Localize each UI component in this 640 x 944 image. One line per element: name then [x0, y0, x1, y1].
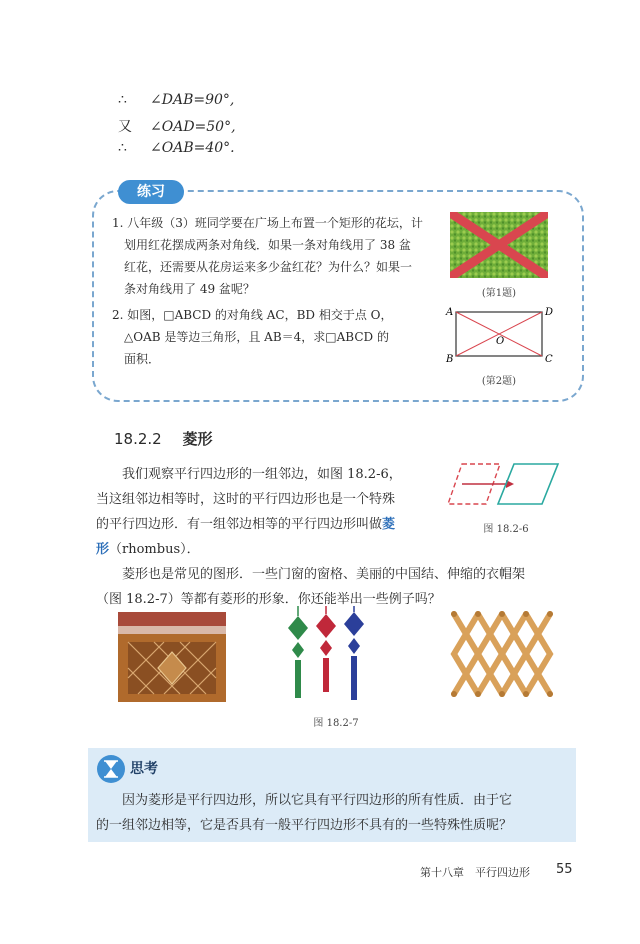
term-highlight: 菱 [382, 517, 396, 532]
paragraph-line: 我们观察平行四边形的一组邻边，如图 18.2-6， [122, 467, 402, 482]
paragraph-text: 的平行四边形．有一组邻边相等的平行四边形叫做 [96, 517, 383, 532]
figure-1-caption: (第1题) [481, 288, 517, 299]
term-highlight: 形 [96, 542, 110, 557]
think-paragraph [96, 788, 570, 838]
section-heading [114, 428, 213, 449]
proof-text-2: ∠OAD=50°, [150, 119, 236, 135]
paragraph-line [96, 537, 436, 562]
proof-line-2 [118, 116, 236, 136]
flower-bed-figure [450, 212, 548, 278]
paragraph-rhombus-definition [96, 462, 436, 562]
think-line: 的一组邻边相等，它是否具有一般平行四边形不具有的一些特殊性质呢？ [96, 818, 513, 833]
paragraph-text: （rhombus）． [109, 542, 200, 557]
q1-line: 红花，还需要从花房运来多少盆红花？为什么？如果一 [124, 260, 413, 274]
paragraph-line: 当这组邻边相等时，这时的平行四边形也是一个特殊 [96, 492, 396, 507]
q2-line: 2. 如图，□ABCD 的对角线 AC，BD 相交于点 O， [112, 308, 393, 322]
rectangle-abcd-figure [444, 304, 556, 366]
exercise-question-1 [112, 212, 444, 300]
footer-chapter: 第十八章 平行四边形 [420, 866, 530, 879]
q2-line: 面积． [124, 352, 161, 366]
section-number: 18.2.2 [114, 430, 162, 448]
think-title: 思考 [130, 761, 158, 777]
window-lattice-photo [118, 612, 226, 702]
window-roof-edge [118, 626, 226, 634]
knot-red [316, 606, 336, 692]
exercise-tab: 练习 [118, 180, 184, 204]
therefore-symbol: ∴ [118, 140, 127, 156]
q2-line: △OAB 是等边三角形，且 AB＝4，求□ABCD 的 [124, 330, 389, 344]
think-line: 因为菱形是平行四边形，所以它具有平行四边形的所有性质．由于它 [122, 793, 513, 808]
knot-green [288, 606, 308, 698]
coat-rack-photo [448, 606, 556, 702]
label-b: B [446, 354, 454, 365]
hourglass-icon [96, 754, 126, 784]
proof-text-1: ∠DAB=90°, [150, 92, 235, 108]
proof-text-3: ∠OAB=40°. [150, 140, 235, 156]
chinese-knots-photo [284, 606, 368, 702]
proof-line-3 [118, 140, 235, 156]
label-c: C [545, 354, 553, 365]
paragraph-line: 菱形也是常见的图形．一些门窗的窗格、美丽的中国结、伸缩的衣帽架 [122, 567, 526, 582]
proof-line-1 [118, 92, 234, 108]
also-symbol: 又 [118, 119, 132, 135]
exercise-question-2 [112, 304, 444, 370]
label-d: D [545, 307, 554, 318]
section-title: 菱形 [182, 430, 213, 448]
figure-2-caption: (第2题) [481, 376, 517, 387]
knot-blue [344, 606, 364, 700]
parallelogram-to-rhombus-figure [440, 456, 568, 516]
paragraph-line [96, 512, 436, 537]
q1-line: 条对角线用了 49 盆呢？ [124, 282, 255, 296]
q1-line: 划用红花摆成两条对角线．如果一条对角线用了 38 盆 [124, 238, 411, 252]
paragraph-line: （图 18.2-7）等都有菱形的形象．你还能举出一些例子吗？ [96, 592, 441, 607]
q1-line: 1. 八年级（3）班同学要在广场上布置一个矩形的花坛，计 [112, 216, 423, 230]
therefore-symbol: ∴ [118, 92, 127, 108]
label-o: O [496, 336, 505, 347]
label-a: A [446, 307, 454, 318]
page-number: 55 [556, 862, 573, 877]
figure-18-2-6-caption: 图 18.2-6 [483, 524, 529, 535]
figure-18-2-7-caption: 图 18.2-7 [313, 718, 359, 729]
paragraph-examples [96, 562, 566, 612]
